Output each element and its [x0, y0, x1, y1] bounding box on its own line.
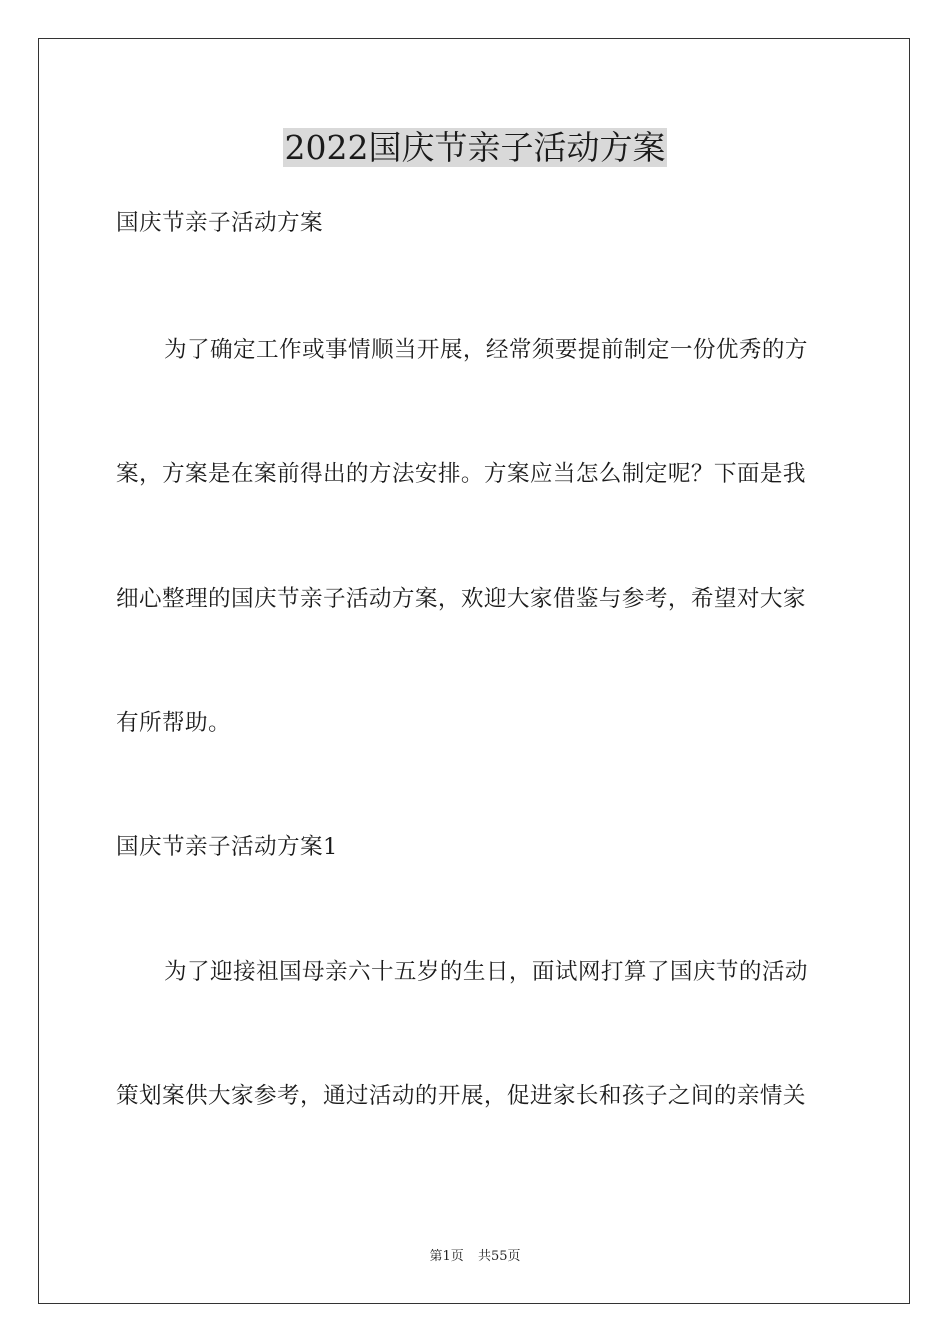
page-number-current: 第1页 [429, 1249, 464, 1264]
document-title [0, 128, 950, 168]
document-title-text: 2022国庆节亲子活动方案 [284, 128, 666, 167]
paragraph-line: 为了迎接祖国母亲六十五岁的生日，面试网打算了国庆节的活动 [164, 959, 808, 985]
page-number-total: 共55页 [477, 1249, 521, 1264]
section-heading: 国庆节亲子活动方案 [116, 210, 323, 236]
paragraph-line: 策划案供大家参考，通过活动的开展，促进家长和孩子之间的亲情关 [116, 1083, 806, 1109]
paragraph-line: 有所帮助。 [116, 710, 231, 736]
paragraph-line: 细心整理的国庆节亲子活动方案，欢迎大家借鉴与参考，希望对大家 [116, 586, 806, 612]
paragraph-line: 案，方案是在案前得出的方法安排。方案应当怎么制定呢？下面是我 [116, 461, 806, 487]
page-footer [0, 1248, 950, 1266]
paragraph-line: 为了确定工作或事情顺当开展，经常须要提前制定一份优秀的方 [164, 337, 808, 363]
section-heading: 国庆节亲子活动方案1 [116, 834, 338, 860]
